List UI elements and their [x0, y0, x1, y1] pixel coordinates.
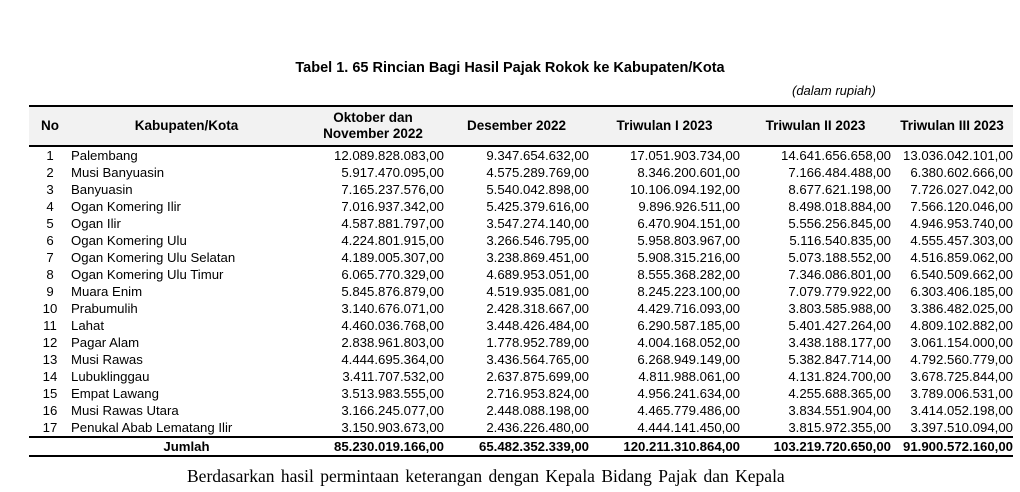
- cell-okt-nov-2022: 3.140.676.071,00: [341, 301, 444, 316]
- unit-note: (dalam rupiah): [792, 83, 876, 98]
- cell-okt-nov-2022: 7.165.237.576,00: [341, 182, 444, 197]
- cell-okt-nov-2022: 4.189.005.307,00: [341, 250, 444, 265]
- header-no: No: [29, 106, 71, 146]
- row-no: 3: [46, 182, 54, 197]
- cell-tw2-2023: 8.677.621.198,00: [788, 182, 891, 197]
- cell-tw2-2023: 7.079.779.922,00: [788, 284, 891, 299]
- table-row: [29, 351, 1013, 368]
- cell-okt-nov-2022: 4.587.881.797,00: [341, 216, 444, 231]
- cell-tw3-2023: 3.678.725.844,00: [910, 369, 1013, 384]
- row-kabupaten: Ogan Komering Ulu: [71, 233, 187, 248]
- table-row: [29, 146, 1013, 164]
- cell-des-2022: 1.778.952.789,00: [486, 335, 589, 350]
- row-no: 15: [42, 386, 58, 401]
- row-no: 6: [46, 233, 54, 248]
- cell-tw3-2023: 4.809.102.882,00: [910, 318, 1013, 333]
- cell-des-2022: 5.540.042.898,00: [486, 182, 589, 197]
- tax-sharing-table: [29, 105, 1013, 457]
- cell-tw1-2023: 5.908.315.216,00: [637, 250, 740, 265]
- row-no: 17: [42, 420, 58, 435]
- row-kabupaten: Empat Lawang: [71, 386, 159, 401]
- cell-okt-nov-2022: 3.411.707.532,00: [342, 369, 444, 384]
- cell-okt-nov-2022: 6.065.770.329,00: [341, 267, 444, 282]
- table-row: [29, 181, 1013, 198]
- cell-tw1-2023: 4.956.241.634,00: [637, 386, 740, 401]
- cell-tw1-2023: 8.346.200.601,00: [637, 165, 740, 180]
- row-kabupaten: Ogan Komering Ulu Timur: [71, 267, 224, 282]
- cell-tw3-2023: 4.946.953.740,00: [910, 216, 1013, 231]
- cell-tw2-2023: 3.438.188.177,00: [788, 335, 891, 350]
- cell-tw1-2023: 9.896.926.511,00: [638, 199, 740, 214]
- header-des-2022: Desember 2022: [444, 106, 589, 146]
- cell-des-2022: 2.716.953.824,00: [486, 386, 589, 401]
- cell-tw3-2023: 13.036.042.101,00: [902, 148, 1013, 163]
- cell-des-2022: 3.436.564.765,00: [486, 352, 589, 367]
- table-row: [29, 266, 1013, 283]
- cell-tw3-2023: 3.789.006.531,00: [910, 386, 1013, 401]
- cell-tw1-2023: 6.470.904.151,00: [637, 216, 740, 231]
- row-no: 5: [46, 216, 54, 231]
- header-kabupaten: Kabupaten/Kota: [71, 106, 302, 146]
- table-row: [29, 300, 1013, 317]
- total-cell: 65.482.352.339,00: [444, 437, 589, 456]
- total-cell: 85.230.019.166,00: [302, 437, 444, 456]
- table-row: [29, 334, 1013, 351]
- cell-okt-nov-2022: 3.150.903.673,00: [341, 420, 444, 435]
- header-tw3-2023: Triwulan III 2023: [891, 106, 1013, 146]
- row-kabupaten: Banyuasin: [71, 182, 133, 197]
- cell-okt-nov-2022: 4.460.036.768,00: [341, 318, 444, 333]
- row-kabupaten: Prabumulih: [71, 301, 138, 316]
- header-okt-nov-2022: Oktober dan November 2022: [302, 106, 444, 146]
- row-no: 14: [42, 369, 58, 384]
- row-no: 9: [46, 284, 54, 299]
- table-row: [29, 402, 1013, 419]
- cell-tw1-2023: 4.429.716.093,00: [637, 301, 740, 316]
- row-kabupaten: Ogan Komering Ilir: [71, 199, 181, 214]
- cell-tw3-2023: 7.566.120.046,00: [910, 199, 1013, 214]
- cell-tw2-2023: 5.401.427.264,00: [788, 318, 891, 333]
- cell-tw3-2023: 3.414.052.198,00: [910, 403, 1013, 418]
- row-kabupaten: Musi Banyuasin: [71, 165, 165, 180]
- cell-des-2022: 4.575.289.769,00: [486, 165, 589, 180]
- cell-des-2022: 4.689.953.051,00: [486, 267, 589, 282]
- table-row: [29, 215, 1013, 232]
- total-cell: 120.211.310.864,00: [589, 437, 740, 456]
- total-cell: 103.219.720.650,00: [740, 437, 891, 456]
- table-row: [29, 249, 1013, 266]
- row-no: 16: [42, 403, 58, 418]
- table-row: [29, 198, 1013, 215]
- cell-okt-nov-2022: 3.513.983.555,00: [341, 386, 444, 401]
- cell-okt-nov-2022: 5.845.876.879,00: [341, 284, 444, 299]
- row-kabupaten: Palembang: [71, 148, 138, 163]
- row-kabupaten: Lahat: [71, 318, 105, 333]
- row-kabupaten: Lubuklinggau: [71, 369, 150, 384]
- row-kabupaten: Muara Enim: [71, 284, 143, 299]
- row-no: 7: [46, 250, 54, 265]
- cell-des-2022: 9.347.654.632,00: [486, 148, 589, 163]
- total-row: [29, 437, 1013, 456]
- cell-tw2-2023: 5.073.188.552,00: [788, 250, 891, 265]
- header-row: [29, 106, 1013, 146]
- row-kabupaten: Penukal Abab Lematang Ilir: [71, 420, 233, 435]
- cell-tw2-2023: 5.556.256.845,00: [788, 216, 891, 231]
- cell-des-2022: 3.238.869.451,00: [486, 250, 589, 265]
- cell-tw3-2023: 3.061.154.000,00: [910, 335, 1013, 350]
- cell-tw3-2023: 6.380.602.666,00: [910, 165, 1013, 180]
- cell-tw3-2023: 3.397.510.094,00: [910, 420, 1013, 435]
- cell-tw2-2023: 7.166.484.488,00: [788, 165, 891, 180]
- row-kabupaten: Musi Rawas Utara: [71, 403, 179, 418]
- body-paragraph: Berdasarkan hasil permintaan keterangan dengan Kepala Bidang Pajak dan Kepala: [187, 466, 785, 486]
- total-cell: 91.900.572.160,00: [891, 437, 1013, 456]
- table-title: Tabel 1. 65 Rincian Bagi Hasil Pajak Rokok ke Kabupaten/Kota: [295, 60, 725, 76]
- cell-tw2-2023: 8.498.018.884,00: [788, 199, 891, 214]
- cell-tw3-2023: 6.303.406.185,00: [910, 284, 1013, 299]
- row-no: 12: [42, 335, 58, 350]
- cell-tw3-2023: 7.726.027.042,00: [910, 182, 1013, 197]
- cell-okt-nov-2022: 3.166.245.077,00: [341, 403, 444, 418]
- cell-tw2-2023: 3.834.551.904,00: [788, 403, 891, 418]
- cell-tw3-2023: 3.386.482.025,00: [910, 301, 1013, 316]
- cell-tw1-2023: 10.106.094.192,00: [629, 182, 740, 197]
- cell-tw3-2023: 4.555.457.303,00: [910, 233, 1013, 248]
- cell-okt-nov-2022: 4.444.695.364,00: [341, 352, 444, 367]
- cell-tw2-2023: 7.346.086.801,00: [788, 267, 891, 282]
- cell-okt-nov-2022: 5.917.470.095,00: [341, 165, 444, 180]
- cell-okt-nov-2022: 12.089.828.083,00: [333, 148, 444, 163]
- cell-tw1-2023: 6.290.587.185,00: [637, 318, 740, 333]
- header-tw2-2023: Triwulan II 2023: [740, 106, 891, 146]
- table-row: [29, 232, 1013, 249]
- cell-des-2022: 3.547.274.140,00: [486, 216, 589, 231]
- cell-tw1-2023: 8.555.368.282,00: [637, 267, 740, 282]
- row-no: 11: [43, 318, 57, 333]
- row-kabupaten: Ogan Komering Ulu Selatan: [71, 250, 236, 265]
- table-row: [29, 368, 1013, 385]
- table-row: [29, 283, 1013, 300]
- cell-tw1-2023: 5.958.803.967,00: [637, 233, 740, 248]
- cell-tw2-2023: 5.382.847.714,00: [788, 352, 891, 367]
- cell-tw3-2023: 6.540.509.662,00: [910, 267, 1013, 282]
- cell-okt-nov-2022: 7.016.937.342,00: [341, 199, 444, 214]
- row-no: 1: [46, 148, 54, 163]
- cell-des-2022: 4.519.935.081,00: [486, 284, 589, 299]
- cell-tw2-2023: 3.803.585.988,00: [788, 301, 891, 316]
- total-label: Jumlah: [71, 437, 302, 456]
- cell-tw1-2023: 6.268.949.149,00: [637, 352, 740, 367]
- cell-tw2-2023: 14.641.656.658,00: [780, 148, 891, 163]
- row-no: 10: [42, 301, 58, 316]
- cell-okt-nov-2022: 2.838.961.803,00: [341, 335, 444, 350]
- cell-des-2022: 2.436.226.480,00: [486, 420, 589, 435]
- cell-tw2-2023: 4.255.688.365,00: [788, 386, 891, 401]
- cell-tw1-2023: 4.465.779.486,00: [637, 403, 740, 418]
- cell-des-2022: 3.266.546.795,00: [486, 233, 589, 248]
- row-kabupaten: Musi Rawas: [71, 352, 143, 367]
- row-no: 2: [46, 165, 54, 180]
- row-kabupaten: Ogan Ilir: [71, 216, 121, 231]
- table-row: [29, 419, 1013, 437]
- table-row: [29, 317, 1013, 334]
- row-no: 13: [42, 352, 58, 367]
- cell-tw1-2023: 17.051.903.734,00: [629, 148, 740, 163]
- cell-tw1-2023: 4.004.168.052,00: [637, 335, 740, 350]
- cell-tw3-2023: 4.516.859.062,00: [910, 250, 1013, 265]
- cell-tw2-2023: 3.815.972.355,00: [788, 420, 891, 435]
- row-no: 8: [46, 267, 54, 282]
- row-kabupaten: Pagar Alam: [71, 335, 140, 350]
- cell-tw2-2023: 4.131.824.700,00: [788, 369, 891, 384]
- cell-des-2022: 2.637.875.699,00: [486, 369, 589, 384]
- cell-okt-nov-2022: 4.224.801.915,00: [341, 233, 444, 248]
- cell-des-2022: 2.448.088.198,00: [486, 403, 589, 418]
- row-no: 4: [46, 199, 54, 214]
- cell-tw1-2023: 4.444.141.450,00: [637, 420, 740, 435]
- cell-tw1-2023: 4.811.988.061,00: [638, 369, 740, 384]
- cell-des-2022: 3.448.426.484,00: [486, 318, 589, 333]
- cell-tw1-2023: 8.245.223.100,00: [637, 284, 740, 299]
- table-row: [29, 385, 1013, 402]
- cell-des-2022: 5.425.379.616,00: [486, 199, 589, 214]
- header-tw1-2023: Triwulan I 2023: [589, 106, 740, 146]
- cell-des-2022: 2.428.318.667,00: [486, 301, 589, 316]
- table-row: [29, 164, 1013, 181]
- cell-tw3-2023: 4.792.560.779,00: [910, 352, 1013, 367]
- cell-tw2-2023: 5.116.540.835,00: [789, 233, 891, 248]
